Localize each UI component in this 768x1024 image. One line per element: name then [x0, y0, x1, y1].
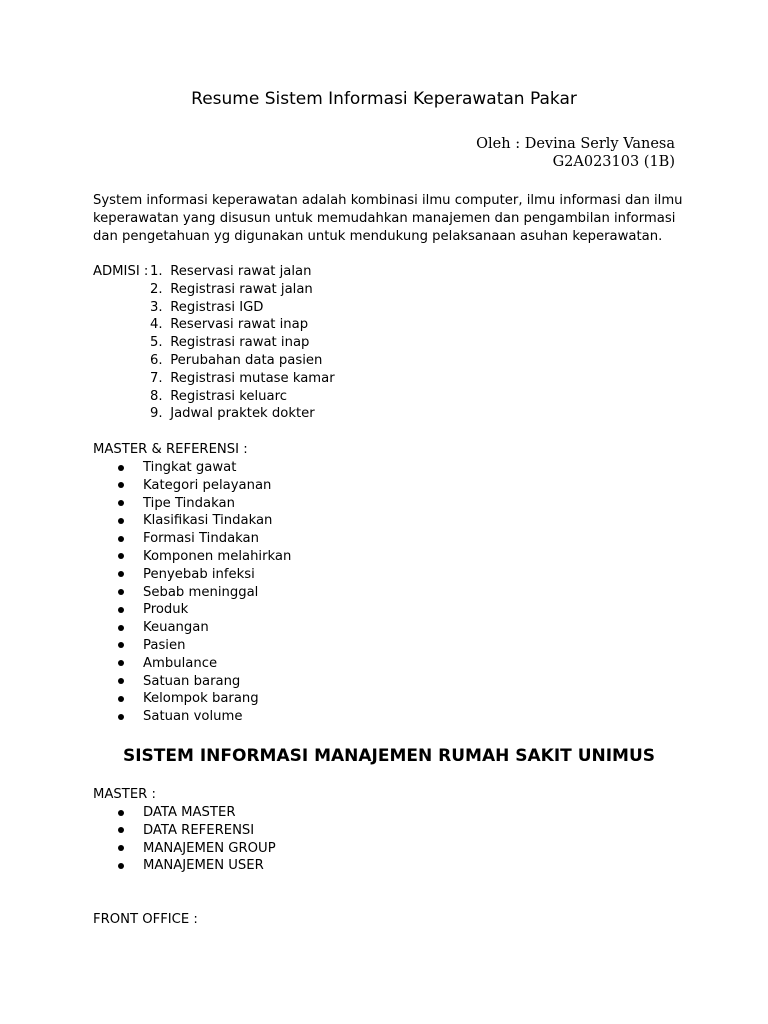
- bullet-icon: [118, 518, 124, 524]
- list-item: Penyebab infeksi: [93, 566, 291, 584]
- list-item: Kelompok barang: [93, 690, 291, 708]
- bullet-icon: [118, 660, 124, 666]
- bullet-icon: [118, 714, 124, 720]
- list-item: Produk: [93, 601, 291, 619]
- bullet-icon: [118, 536, 124, 542]
- list-item: Satuan barang: [93, 673, 291, 691]
- bullet-icon: [118, 696, 124, 702]
- list-item: 2. Registrasi rawat jalan: [150, 281, 313, 297]
- list-item: 6. Perubahan data pasien: [150, 352, 323, 368]
- master-label: MASTER :: [93, 787, 156, 802]
- bullet-icon: [118, 465, 124, 471]
- list-item: 3. Registrasi IGD: [150, 299, 264, 315]
- list-item: Keuangan: [93, 619, 291, 637]
- bullet-icon: [118, 810, 124, 816]
- master-referensi-list: [93, 459, 291, 726]
- list-item: DATA REFERENSI: [93, 822, 276, 840]
- list-item: 4. Reservasi rawat inap: [150, 317, 309, 333]
- list-item: ADMISI : 1. Reservasi rawat jalan: [93, 264, 312, 279]
- list-item: Formasi Tindakan: [93, 530, 291, 548]
- list-item: Pasien: [93, 637, 291, 655]
- list-item: 9. Jadwal praktek dokter: [150, 406, 315, 422]
- section-heading: SISTEM INFORMASI MANAJEMEN RUMAH SAKIT UNIMUS: [122, 746, 656, 766]
- bullet-icon: [118, 642, 124, 648]
- author-block: [476, 135, 675, 171]
- bullet-icon: [118, 845, 124, 851]
- list-item: 7. Registrasi mutase kamar: [150, 370, 335, 386]
- list-item: Klasifikasi Tindakan: [93, 512, 291, 530]
- bullet-icon: [118, 500, 124, 506]
- bullet-icon: [118, 482, 124, 488]
- list-item: 5. Registrasi rawat inap: [150, 335, 310, 351]
- intro-paragraph: System informasi keperawatan adalah kombinasi ilmu computer, ilmu informasi dan ilmu keperawatan yang disusun untuk memudahkan manajemen dan pengambilan informasi dan pengetahuan yg digunakan untuk mendukung pelaksanaan asuhan keperawatan.: [93, 193, 683, 244]
- author-name: Oleh : Devina Serly Vanesa: [476, 136, 675, 152]
- bullet-icon: [118, 678, 124, 684]
- bullet-icon: [118, 589, 124, 595]
- list-item: Tipe Tindakan: [93, 495, 291, 513]
- list-item: Sebab meninggal: [93, 584, 291, 602]
- bullet-icon: [118, 571, 124, 577]
- bullet-icon: [118, 827, 124, 833]
- list-item: Ambulance: [93, 655, 291, 673]
- master-referensi-label: MASTER & REFERENSI :: [93, 442, 248, 457]
- bullet-icon: [118, 607, 124, 613]
- list-item: DATA MASTER: [93, 804, 276, 822]
- author-id: G2A023103 (1B): [552, 154, 675, 170]
- list-item: MANAJEMEN GROUP: [93, 840, 276, 858]
- admisi-list: [93, 263, 335, 423]
- bullet-icon: [118, 553, 124, 559]
- list-item: Tingkat gawat: [93, 459, 291, 477]
- list-item: MANAJEMEN USER: [93, 857, 276, 875]
- list-item: Kategori pelayanan: [93, 477, 291, 495]
- front-office-label: FRONT OFFICE :: [93, 912, 198, 927]
- bullet-icon: [118, 863, 124, 869]
- master-list: [93, 804, 276, 875]
- document-title: Resume Sistem Informasi Keperawatan Pakar: [191, 89, 577, 109]
- admisi-label: ADMISI :: [93, 264, 149, 279]
- bullet-icon: [118, 625, 124, 631]
- list-item: Satuan volume: [93, 708, 291, 726]
- list-item: 8. Registrasi keluarc: [150, 388, 287, 404]
- list-item: Komponen melahirkan: [93, 548, 291, 566]
